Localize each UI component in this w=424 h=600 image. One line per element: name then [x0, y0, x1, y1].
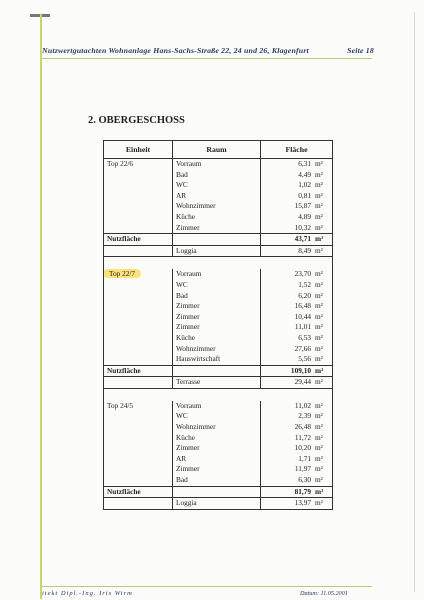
room-name-text: Vorraum: [176, 159, 202, 168]
room-area: [261, 301, 333, 312]
extra-row: [104, 245, 333, 257]
room-name-text: Vorraum: [176, 269, 202, 279]
extra-area: [261, 245, 333, 257]
room-name-text: Zimmer: [176, 443, 200, 453]
area-unit: m²: [315, 354, 323, 364]
area-value: 16,48: [294, 301, 311, 311]
table-row: [104, 333, 333, 344]
section-title: 2. OBERGESCHOSS: [88, 115, 185, 126]
room-name-text: Bad: [176, 169, 188, 179]
unit-cell: [104, 191, 173, 202]
room-name: [173, 191, 261, 202]
area-unit: m²: [315, 377, 323, 387]
area-unit: m²: [315, 422, 323, 432]
room-name: [173, 401, 261, 412]
room-name-text: Küche: [176, 432, 196, 442]
room-area: [261, 411, 333, 422]
room-area: [261, 191, 333, 202]
area-value: 26,48: [294, 422, 311, 432]
area-value: 6,20: [298, 290, 311, 300]
area-value: 23,70: [294, 269, 311, 279]
area-table: [103, 140, 333, 510]
room-name: [173, 433, 261, 444]
room-name: [173, 291, 261, 302]
room-name: [173, 180, 261, 191]
area-unit: m²: [315, 400, 323, 410]
group-spacer-cell: [104, 388, 333, 401]
unit-cell: [104, 301, 173, 312]
area-unit: m²: [315, 159, 323, 168]
table-row: [104, 401, 333, 412]
room-area: [261, 433, 333, 444]
extra-name: [173, 377, 261, 389]
area-value: 109,10: [290, 365, 311, 375]
unit-cell: [104, 312, 173, 323]
table-row: [104, 170, 333, 181]
area-value: 8,49: [298, 245, 311, 255]
area-value: 11,72: [294, 432, 311, 442]
unit-cell: [104, 180, 173, 191]
room-name: [173, 223, 261, 234]
sum-area: [261, 486, 333, 498]
room-name: [173, 454, 261, 465]
extra-name-text: Loggia: [176, 498, 197, 508]
table-row: [104, 291, 333, 302]
table-row: [104, 464, 333, 475]
unit-cell: [104, 443, 173, 454]
unit-cell: [104, 464, 173, 475]
area-value: 5,56: [298, 354, 311, 364]
area-value: 4,89: [298, 211, 311, 221]
table-row: [104, 301, 333, 312]
room-name-text: Zimmer: [176, 322, 200, 332]
room-area: [261, 443, 333, 454]
extra-name: [173, 245, 261, 257]
sum-row: [104, 365, 333, 377]
room-area: [261, 201, 333, 212]
room-name: [173, 269, 261, 280]
group-spacer: [104, 388, 333, 401]
table-row: [104, 223, 333, 234]
area-unit: m²: [315, 279, 323, 289]
unit-cell: [104, 354, 173, 365]
area-unit: m²: [315, 365, 324, 375]
extra-name: [173, 498, 261, 510]
area-unit: m²: [315, 301, 323, 311]
room-name: [173, 443, 261, 454]
unit-cell: [104, 422, 173, 433]
extra-empty: [104, 498, 173, 510]
room-area: [261, 312, 333, 323]
room-name: [173, 344, 261, 355]
room-name: [173, 170, 261, 181]
unit-cell: [104, 223, 173, 234]
room-name: [173, 464, 261, 475]
area-unit: m²: [315, 453, 323, 463]
room-area: [261, 344, 333, 355]
room-name-text: WC: [176, 411, 188, 421]
room-name-text: WC: [176, 279, 188, 289]
area-value: 4,49: [298, 169, 311, 179]
area-value: 2,39: [298, 411, 311, 421]
area-unit: m²: [315, 464, 323, 474]
room-name-text: AR: [176, 190, 187, 200]
room-name: [173, 312, 261, 323]
room-area: [261, 333, 333, 344]
room-area: [261, 401, 333, 412]
room-name-text: Vorraum: [176, 400, 202, 410]
sum-spacer: [173, 234, 261, 246]
room-name: [173, 354, 261, 365]
room-area: [261, 269, 333, 280]
area-unit: m²: [315, 443, 323, 453]
footer-rule: [42, 586, 372, 587]
area-value: 13,97: [294, 498, 311, 508]
column-header-flaeche: Fläche: [261, 141, 333, 159]
extra-empty: [104, 377, 173, 389]
group-spacer: [104, 257, 333, 270]
area-value: 1,71: [298, 453, 311, 463]
room-name-text: Zimmer: [176, 464, 200, 474]
area-unit: m²: [315, 269, 323, 279]
table-header-row: [104, 141, 333, 159]
table-row: [104, 411, 333, 422]
sum-label: [104, 234, 173, 246]
area-value: 29,44: [294, 377, 311, 387]
extra-area: [261, 498, 333, 510]
unit-cell: [104, 269, 173, 280]
room-name: [173, 333, 261, 344]
room-name-text: Wohnzimmer: [176, 343, 216, 353]
room-name: [173, 212, 261, 223]
room-name-text: Hauswirtschaft: [176, 354, 221, 364]
room-name: [173, 159, 261, 170]
area-unit: m²: [315, 311, 323, 321]
running-header: [42, 46, 378, 55]
area-unit: m²: [315, 486, 324, 496]
room-name: [173, 422, 261, 433]
room-area: [261, 322, 333, 333]
sum-label: [104, 365, 173, 377]
table-row: [104, 354, 333, 365]
area-unit: m²: [315, 322, 323, 332]
unit-cell: [104, 333, 173, 344]
room-area: [261, 212, 333, 223]
header-title: Nutzwertgutachten Wohnanlage Hans-Sachs-Straße 22, 24 und 26, Klagenfurt: [42, 46, 309, 55]
area-unit: m²: [315, 290, 323, 300]
room-name-text: Zimmer: [176, 311, 200, 321]
page-number: Seite 18: [347, 46, 374, 55]
table-body: [104, 159, 333, 510]
table-row: [104, 475, 333, 486]
area-value: 10,44: [294, 311, 311, 321]
area-unit: m²: [315, 245, 323, 255]
area-value: 10,20: [294, 443, 311, 453]
room-area: [261, 223, 333, 234]
area-unit: m²: [315, 190, 323, 200]
room-name: [173, 411, 261, 422]
sum-area: [261, 365, 333, 377]
unit-cell: [104, 159, 173, 170]
area-value: 6,30: [298, 475, 311, 485]
table-row: [104, 344, 333, 355]
table-row: [104, 443, 333, 454]
area-value: 81,79: [294, 486, 311, 496]
area-unit: m²: [315, 432, 323, 442]
header-rule: [42, 58, 372, 59]
area-unit: m²: [315, 498, 323, 508]
room-area: [261, 422, 333, 433]
room-name: [173, 301, 261, 312]
unit-cell: [104, 411, 173, 422]
unit-name: Top 24/5: [107, 400, 134, 410]
area-unit: m²: [315, 475, 323, 485]
sum-spacer: [173, 486, 261, 498]
room-area: [261, 464, 333, 475]
area-value: 27,66: [294, 343, 311, 353]
area-value: 6,31: [298, 159, 311, 168]
room-area: [261, 280, 333, 291]
room-name-text: AR: [176, 453, 187, 463]
unit-cell: [104, 401, 173, 412]
unit-cell: [104, 344, 173, 355]
area-unit: m²: [315, 180, 323, 190]
room-name-text: Zimmer: [176, 301, 200, 311]
room-name-text: WC: [176, 180, 188, 190]
area-unit: m²: [315, 234, 324, 244]
room-name-text: Küche: [176, 211, 196, 221]
table-row: [104, 433, 333, 444]
extra-name-text: Terrasse: [176, 377, 201, 387]
area-value: 0,81: [298, 190, 311, 200]
table-row: [104, 322, 333, 333]
table-row: [104, 280, 333, 291]
unit-name: Top 22/6: [107, 159, 134, 168]
room-area: [261, 354, 333, 365]
unit-cell: [104, 322, 173, 333]
room-name-text: Bad: [176, 290, 188, 300]
table-row: [104, 180, 333, 191]
area-value: 11,02: [294, 400, 311, 410]
sum-spacer: [173, 365, 261, 377]
room-name-text: Wohnzimmer: [176, 201, 216, 211]
area-value: 43,71: [294, 234, 311, 244]
room-name-text: Bad: [176, 475, 188, 485]
room-area: [261, 475, 333, 486]
extra-area: [261, 377, 333, 389]
area-unit: m²: [315, 222, 323, 232]
area-value: 1,02: [298, 180, 311, 190]
sum-label-text: Nutzfläche: [107, 486, 141, 496]
room-name: [173, 201, 261, 212]
room-name: [173, 322, 261, 333]
page-edge: [414, 12, 415, 592]
room-name-text: Zimmer: [176, 222, 200, 232]
unit-cell: [104, 201, 173, 212]
table-row: [104, 422, 333, 433]
extra-row: [104, 498, 333, 510]
unit-cell: [104, 280, 173, 291]
table-row: [104, 269, 333, 280]
sum-label-text: Nutzfläche: [107, 234, 141, 244]
room-area: [261, 170, 333, 181]
unit-cell: [104, 433, 173, 444]
area-value: 15,87: [294, 201, 311, 211]
unit-cell: [104, 291, 173, 302]
room-area: [261, 454, 333, 465]
table-row: [104, 454, 333, 465]
sum-label: [104, 486, 173, 498]
area-unit: m²: [315, 211, 323, 221]
sum-label-text: Nutzfläche: [107, 365, 141, 375]
unit-cell: [104, 170, 173, 181]
unit-cell: [104, 454, 173, 465]
extra-row: [104, 377, 333, 389]
unit-cell: [104, 475, 173, 486]
area-value: 1,52: [298, 279, 311, 289]
sum-row: [104, 234, 333, 246]
area-unit: m²: [315, 411, 323, 421]
table-row: [104, 312, 333, 323]
table-row: [104, 212, 333, 223]
extra-empty: [104, 245, 173, 257]
area-value: 11,01: [294, 322, 311, 332]
sum-area: [261, 234, 333, 246]
room-name-text: Wohnzimmer: [176, 422, 216, 432]
unit-cell: [104, 212, 173, 223]
sum-row: [104, 486, 333, 498]
margin-rule: [40, 14, 42, 599]
room-name: [173, 280, 261, 291]
room-area: [261, 291, 333, 302]
footer-author: itekt Dipl.-Ing. Iris Wirm: [42, 590, 133, 597]
table-row: [104, 191, 333, 202]
area-unit: m²: [315, 332, 323, 342]
highlighted-unit-name: Top 22/7: [104, 269, 142, 278]
room-area: [261, 180, 333, 191]
group-spacer-cell: [104, 257, 333, 270]
table-row: [104, 159, 333, 170]
room-name-text: Küche: [176, 332, 196, 342]
column-header-raum: Raum: [173, 141, 261, 159]
area-value: 6,53: [298, 332, 311, 342]
table-row: [104, 201, 333, 212]
extra-name-text: Loggia: [176, 245, 197, 255]
column-header-einheit: Einheit: [104, 141, 173, 159]
area-value: 11,97: [294, 464, 311, 474]
footer-date: Datum: 11.05.2001: [300, 590, 348, 597]
area-unit: m²: [315, 201, 323, 211]
area-value: 10,32: [294, 222, 311, 232]
area-unit: m²: [315, 343, 323, 353]
room-name: [173, 475, 261, 486]
area-unit: m²: [315, 169, 323, 179]
room-area: [261, 159, 333, 170]
